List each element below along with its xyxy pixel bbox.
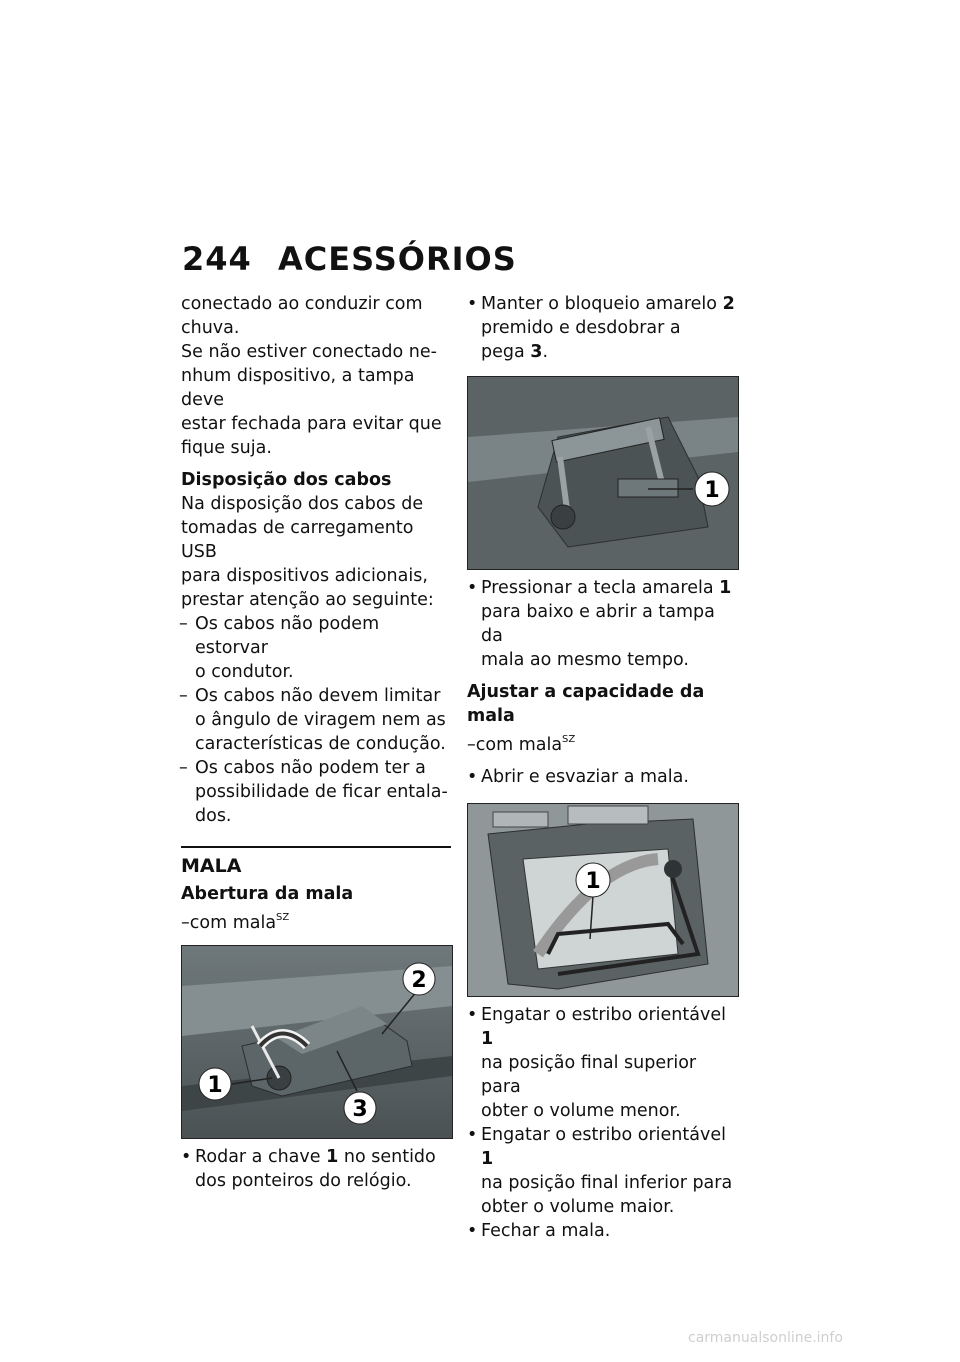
paragraph: conectado ao conduzir com chuva. xyxy=(181,294,423,338)
callout-label-2: 2 xyxy=(411,968,427,993)
dash-item: – Os cabos não podem ter a possibilidade de ficar entala- dos. xyxy=(179,758,448,826)
figure-case-handle xyxy=(467,376,739,570)
figure-case-lock xyxy=(181,945,453,1139)
page-title: ACESSÓRIOS xyxy=(278,240,517,278)
heading-ajustar: Ajustar a capacidade da mala xyxy=(467,682,705,726)
equipment-note: –com mala$^{SZ}$ xyxy=(181,912,290,933)
callout-label-3: 3 xyxy=(352,1097,368,1122)
paragraph: Na disposição dos cabos de tomadas de carregamento USB para dispositivos adicionais, prestar atenção ao seguinte: xyxy=(181,494,434,610)
section-rule xyxy=(181,846,451,848)
right-column xyxy=(467,292,737,1243)
watermark: carmanualsonline.info xyxy=(688,1330,843,1346)
paragraph: Se não estiver conectado ne- nhum dispositivo, a tampa deve estar fechada para evitar que fique suja. xyxy=(181,342,442,458)
figure-case-interior xyxy=(467,803,739,997)
page-header xyxy=(182,240,517,278)
bullet-item: • Rodar a chave 1 no sentido dos ponteiros do relógio. xyxy=(181,1147,436,1191)
heading-cable-layout: Disposição dos cabos xyxy=(181,470,392,490)
callout-label-1: 1 xyxy=(704,478,720,503)
callout-label-1: 1 xyxy=(207,1073,223,1098)
bullet-item: • Abrir e esvaziar a mala. xyxy=(467,767,689,787)
equipment-note: –com mala$^{SZ}$ xyxy=(467,734,576,755)
dash-item: – Os cabos não podem estorvar o condutor. xyxy=(179,614,380,682)
heading-abertura: Abertura da mala xyxy=(181,884,354,904)
left-column xyxy=(181,292,451,1193)
bullet-item: • Engatar o estribo orientável 1 na posição final inferior para obter o volume maior. xyxy=(467,1125,733,1217)
callout-label-1: 1 xyxy=(585,869,601,894)
bullet-item: • Fechar a mala. xyxy=(467,1221,611,1241)
bullet-item: • Pressionar a tecla amarela 1 para baixo e abrir a tampa da mala ao mesmo tempo. xyxy=(467,578,732,670)
bullet-item: • Engatar o estribo orientável 1 na posição final superior para obter o volume menor. xyxy=(467,1005,726,1121)
bullet-item: • Manter o bloqueio amarelo 2 premido e desdobrar a pega 3. xyxy=(467,294,735,362)
dash-item: – Os cabos não devem limitar o ângulo de viragem nem as características de condução. xyxy=(179,686,446,754)
page-number: 244 xyxy=(182,240,252,278)
heading-mala: MALA xyxy=(181,855,242,877)
